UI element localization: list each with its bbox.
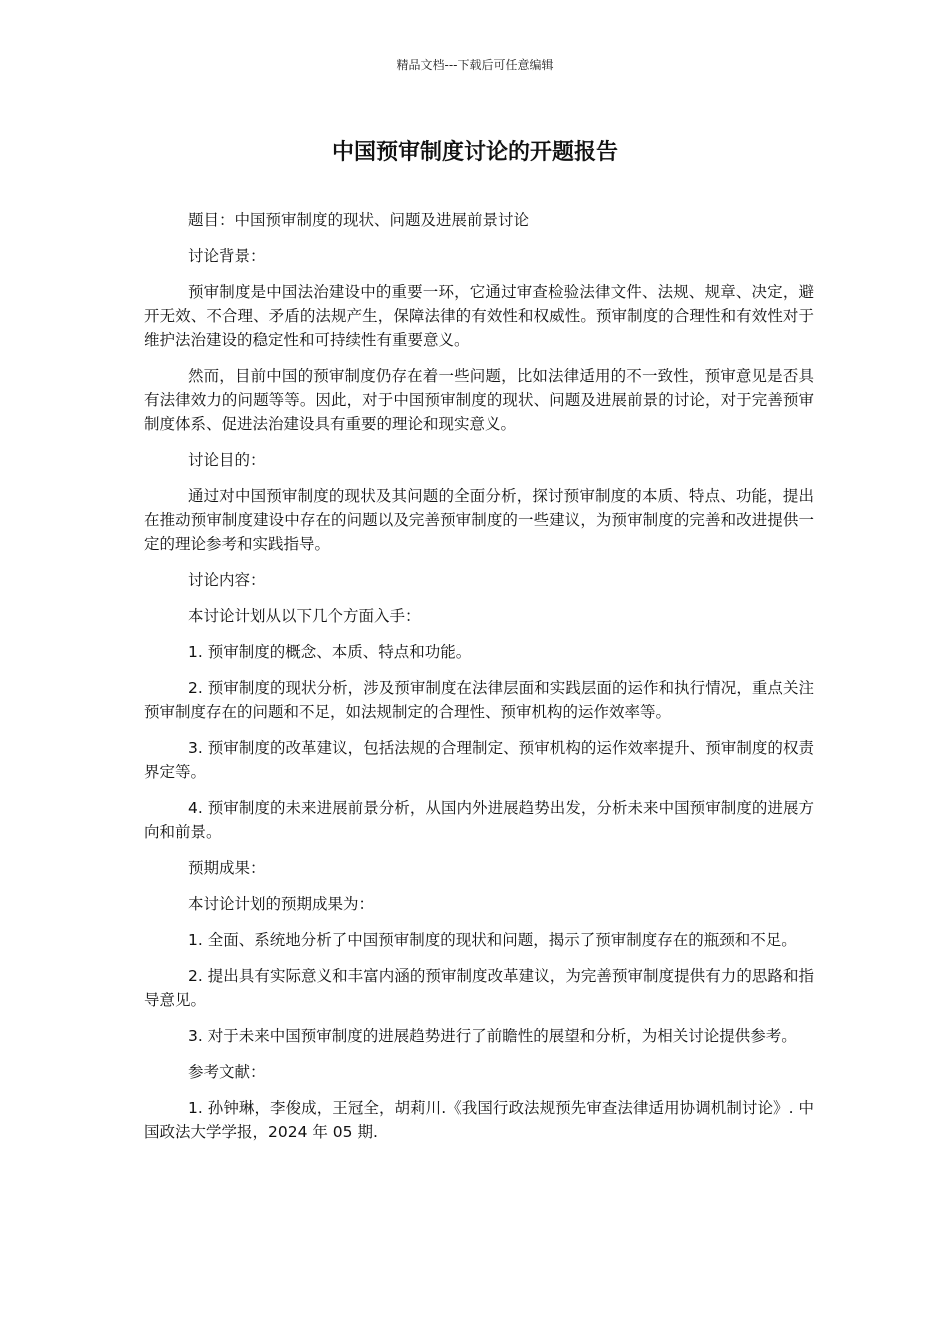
section-heading-content: 讨论内容：	[188, 571, 266, 589]
background-paragraph-1: 预审制度是中国法治建设中的重要一环，它通过审查检验法律文件、法规、规章、决定，避开无效、不合理、矛盾的法规产生，保障法律的有效性和权威性。预审制度的合理性和有效性对于维护法治建设的稳定性和可持续性有重要意义。	[144, 283, 814, 349]
content-intro: 本讨论计划从以下几个方面入手：	[188, 607, 421, 625]
section-heading-outcomes: 预期成果：	[188, 859, 266, 877]
content-item-4: 4. 预审制度的未来进展前景分析，从国内外进展趋势出发，分析未来中国预审制度的进展方向和前景。	[144, 799, 814, 841]
purpose-paragraph: 通过对中国预审制度的现状及其问题的全面分析，探讨预审制度的本质、特点、功能，提出在推动预审制度建设中存在的问题以及完善预审制度的一些建议，为预审制度的完善和改进提供一定的理论参考和实践指导。	[144, 487, 814, 553]
section-heading-references: 参考文献：	[188, 1063, 266, 1081]
topic-line: 题目：中国预审制度的现状、问题及进展前景讨论	[188, 211, 530, 229]
content-item-2: 2. 预审制度的现状分析，涉及预审制度在法律层面和实践层面的运作和执行情况，重点关注预审制度存在的问题和不足，如法规制定的合理性、预审机构的运作效率等。	[144, 679, 814, 721]
background-paragraph-2: 然而，目前中国的预审制度仍存在着一些问题，比如法律适用的不一致性，预审意见是否具有法律效力的问题等等。因此，对于中国预审制度的现状、问题及进展前景的讨论，对于完善预审制度体系、促进法治建设具有重要的理论和现实意义。	[144, 367, 814, 433]
outcomes-intro: 本讨论计划的预期成果为：	[188, 895, 375, 913]
header-note: 精品文档---下载后可任意编辑	[396, 58, 554, 72]
section-heading-purpose: 讨论目的：	[188, 451, 266, 469]
reference-item-1: 1. 孙钟琳，李俊成，王冠全，胡莉川.《我国行政法规预先审查法律适用协调机制讨论》. 中国政法大学学报，2024 年 05 期.	[144, 1099, 814, 1141]
document-title: 中国预审制度讨论的开题报告	[331, 140, 618, 165]
content-item-1: 1. 预审制度的概念、本质、特点和功能。	[188, 643, 472, 661]
content-item-3: 3. 预审制度的改革建议，包括法规的合理制定、预审机构的运作效率提升、预审制度的权责界定等。	[144, 739, 814, 781]
outcome-item-1: 1. 全面、系统地分析了中国预审制度的现状和问题，揭示了预审制度存在的瓶颈和不足。	[188, 931, 797, 949]
outcome-item-2: 2. 提出具有实际意义和丰富内涵的预审制度改革建议，为完善预审制度提供有力的思路和指导意见。	[144, 967, 814, 1009]
document-body	[144, 208, 814, 1156]
section-heading-background: 讨论背景：	[188, 247, 266, 265]
outcome-item-3: 3. 对于未来中国预审制度的进展趋势进行了前瞻性的展望和分析，为相关讨论提供参考。	[188, 1027, 797, 1045]
